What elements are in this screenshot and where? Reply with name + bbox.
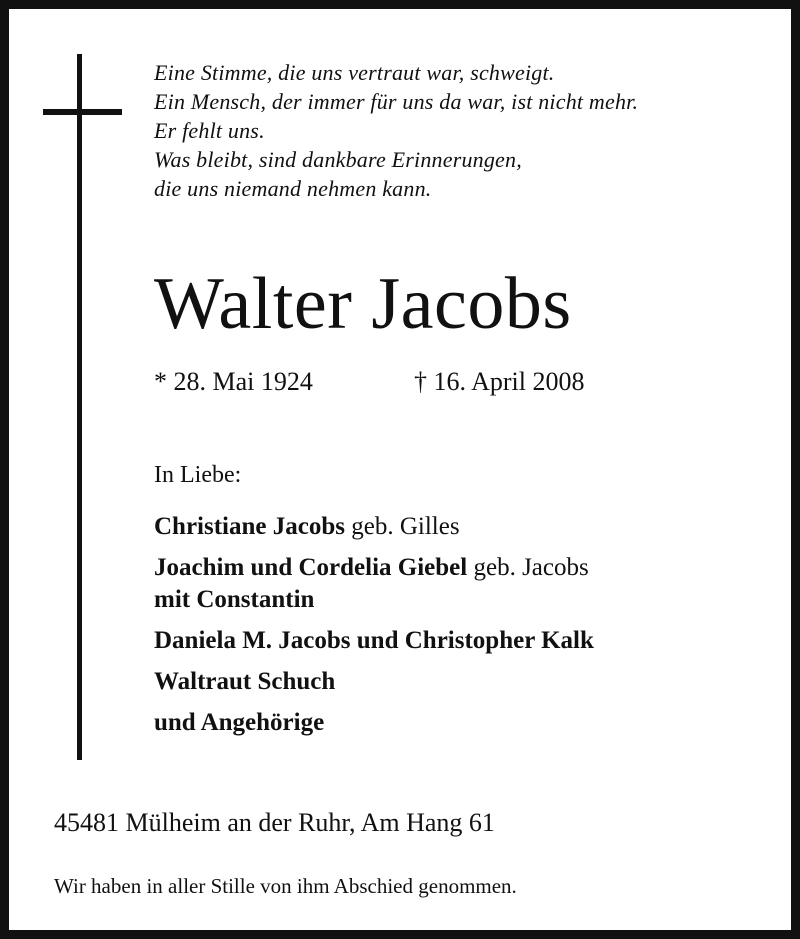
poem-line: Was bleibt, sind dankbare Erinnerungen, [154,147,522,172]
cross-icon-bar [43,109,122,115]
list-item [154,552,594,584]
poem-line: Er fehlt uns. [154,118,265,143]
birth-date: * 28. Mai 1924 [154,367,313,396]
list-item [154,707,594,739]
mourner-name: Waltraut Schuch [154,668,336,695]
mourner-name: Daniela M. Jacobs und Christopher Kalk [154,627,594,654]
poem-line: Eine Stimme, die uns vertraut war, schweigt. [154,60,555,85]
list-item [154,511,594,543]
mourners-list [154,511,594,739]
death-date: † 16. April 2008 [414,367,585,396]
mourner-extra: mit Constantin [154,586,315,613]
mourner-name: Joachim und Cordelia Giebel [154,554,468,581]
poem-line: die uns niemand nehmen kann. [154,176,432,201]
mourner-note: geb. Jacobs [467,554,589,581]
memorial-poem [154,58,638,203]
family-address: 45481 Mülheim an der Ruhr, Am Hang 61 [54,808,495,837]
mourner-note: geb. Gilles [344,513,460,540]
mourner-name: Christiane Jacobs [154,513,345,540]
deceased-name: Walter Jacobs [154,263,572,345]
closing-statement: Wir haben in aller Stille von ihm Abschied genommen. [54,874,517,898]
list-item [154,625,594,657]
mourners-intro: In Liebe: [154,462,242,488]
list-item [154,666,594,698]
mourner-name: und Angehörige [154,709,325,736]
cross-icon [77,54,82,760]
list-item-continuation [154,584,594,616]
poem-line: Ein Mensch, der immer für uns da war, ist nicht mehr. [154,89,639,114]
